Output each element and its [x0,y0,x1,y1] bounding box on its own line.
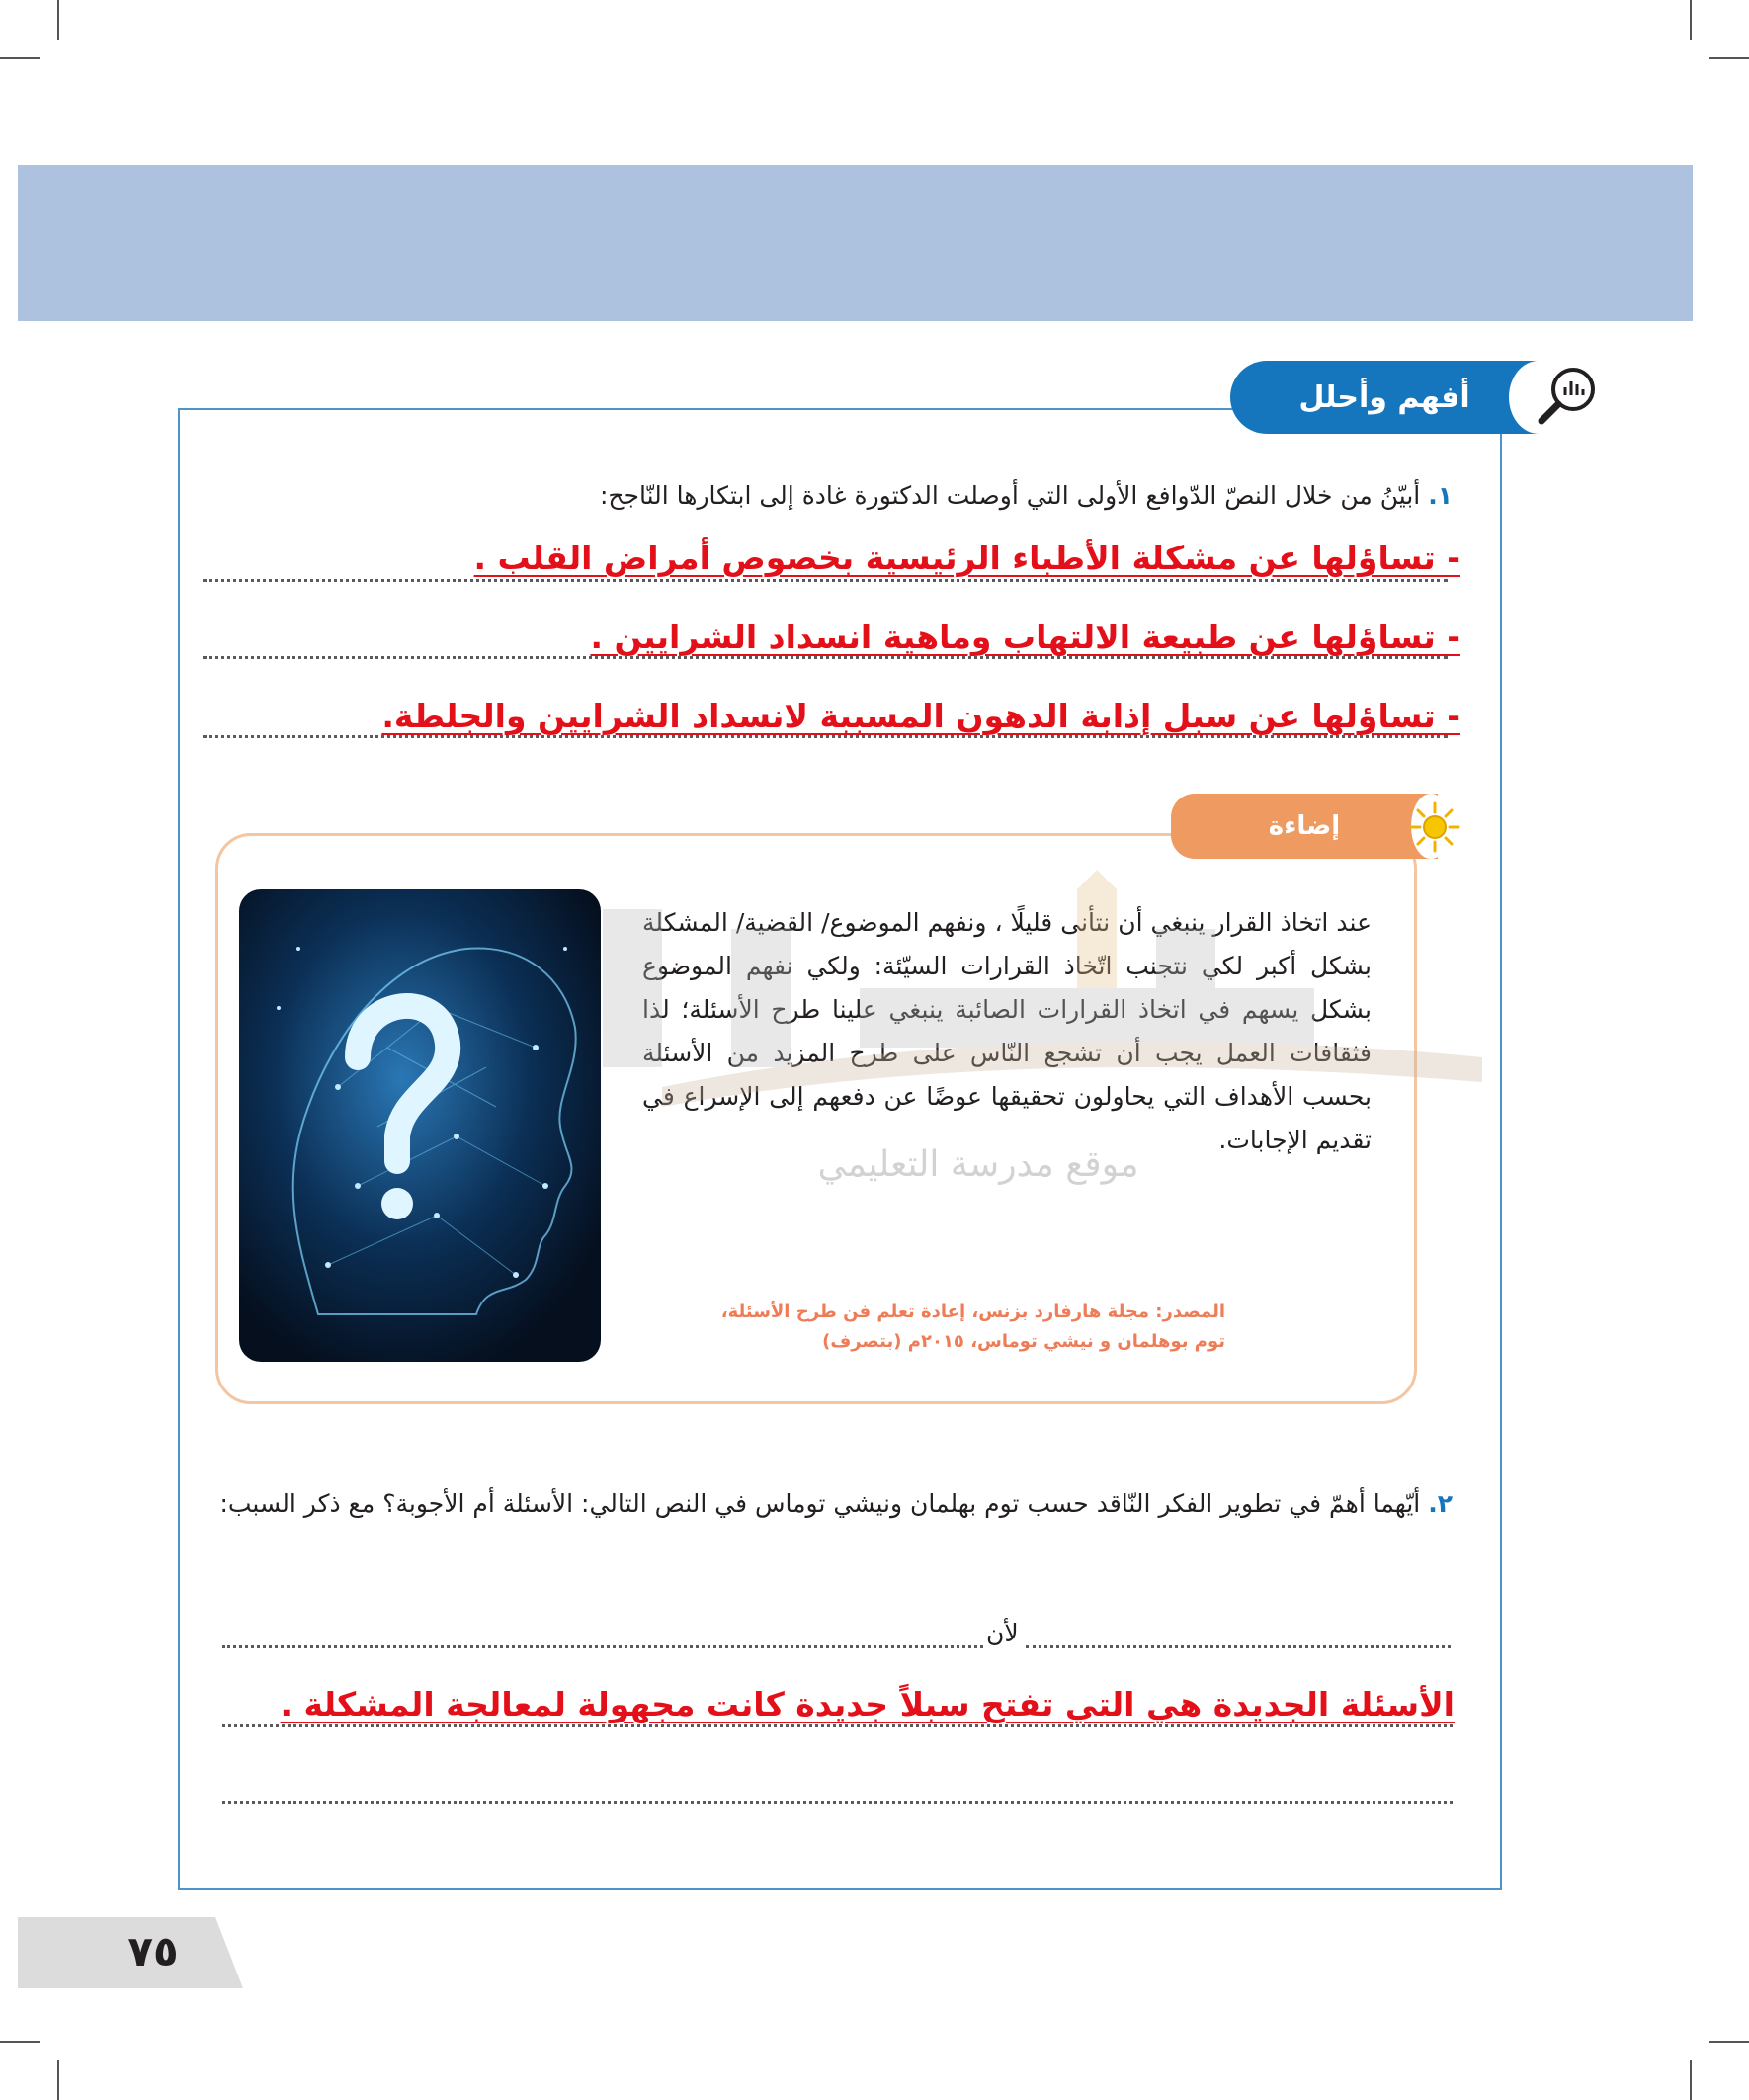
question-1 [227,464,1453,528]
digital-head-question-mark-image [239,889,601,1362]
answer-line [203,579,1448,582]
question-1-text: أبيّنُ من خلال النصّ الدّوافع الأولى التي أوصلت الدكتورة غادة إلى ابتكارها النّاجح: [599,481,1421,510]
answer-line [203,735,1448,738]
answer-line [222,1801,1453,1804]
light-title: إضاءة [1171,794,1438,859]
source-line-1: المصدر: مجلة هارفارد بزنس، إعادة تعلم فن طرح الأسئلة، [720,1302,1225,1322]
section-title: أفهم وأحلل [1230,361,1539,434]
question-2-number: ٢. [1428,1489,1453,1518]
sun-icon [1408,800,1461,854]
question-1-number: ١. [1428,481,1453,510]
watermark-text: موقع مدرسة التعليمي [817,1144,1139,1185]
crop-mark [0,57,40,59]
answer-line [203,656,1448,659]
q1-answer-1: - تساؤلها عن مشكلة الأطباء الرئيسية بخصوص أمراض القلب . [473,539,1460,577]
source-line-2: توم بوهلمان و نيشي توماس، ٢٠١٥م (بتصرف) [822,1331,1225,1352]
answer-line [222,1645,983,1648]
q2-answer: الأسئلة الجديدة هي التي تفتح سبلاً جديدة كانت مجهولة لمعالجة المشكلة . [280,1685,1455,1723]
question-2 [203,1472,1453,1536]
crop-mark [57,2060,59,2100]
because-label: لأن [986,1619,1019,1647]
magnifier-chart-icon [1532,354,1601,441]
crop-mark [1690,0,1692,40]
light-paragraph: عند اتخاذ القرار ينبغي أن نتأنى قليلًا ، ونفهم الموضوع/ القضية/ المشكلة بشكل أكبر لكي نتجنب اتّخاذ القرارات السيّئة: ولكي نفهم الموضوع بشكل يسهم في اتخاذ القرارات الصائبة ينبغي علينا طرح الأسئلة؛ لذا فثقافات العمل يجب أن تشجع النّاس على طرح المزيد من الأسئلة بحسب الأهداف التي يحاولون تحقيقها عوضًا عن دفعهم إلى الإسراع في تقديم الإجابات. [642,908,1372,1154]
q1-answer-3: - تساؤلها عن سبل إذابة الدهون المسببة لانسداد الشرايين والجلطة. [381,697,1460,735]
answer-line [222,1724,1453,1727]
crop-mark [0,2041,40,2043]
crop-mark [1709,2041,1749,2043]
crop-mark [1690,2060,1692,2100]
light-source [642,1298,1225,1357]
answer-line [1026,1645,1451,1648]
question-2-text: أيّهما أهمّ في تطوير الفكر النّاقد حسب توم بهلمان ونيشي توماس في النص التالي: الأسئلة أم الأجوبة؟ مع ذكر السبب: [219,1489,1421,1518]
page-number: ٧٥ [127,1927,179,1975]
crop-mark [57,0,59,40]
header-band [18,165,1693,321]
q1-answer-2: - تساؤلها عن طبيعة الالتهاب وماهية انسداد الشرايين . [590,618,1460,656]
crop-mark [1709,57,1749,59]
